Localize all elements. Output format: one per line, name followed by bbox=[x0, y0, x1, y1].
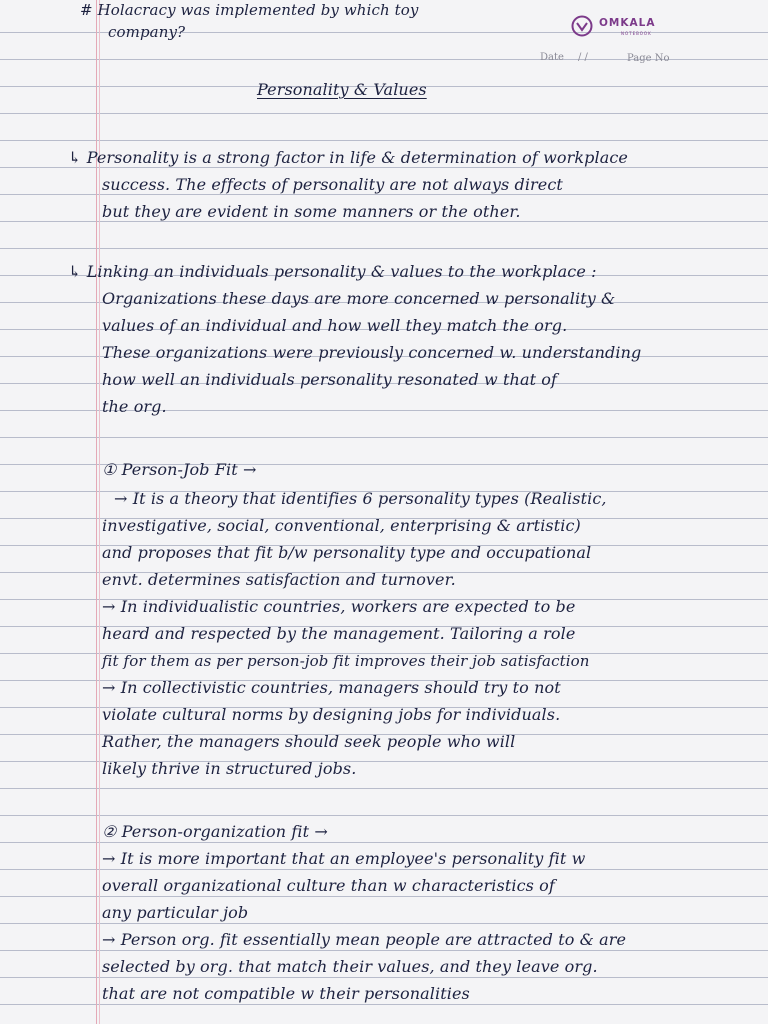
section3-line-11: likely thrive in structured jobs. bbox=[102, 759, 357, 778]
section3-line-3: and proposes that fit b/w personality type and occupational bbox=[102, 543, 592, 562]
section2-line-3: values of an individual and how well they match the org. bbox=[102, 316, 568, 335]
date-label: Date bbox=[540, 52, 564, 63]
section2-line-1: ↳ Linking an individuals personality & values to the workplace : bbox=[68, 262, 597, 281]
brand-logo bbox=[571, 13, 681, 43]
brand-mark-icon bbox=[571, 15, 593, 37]
section3-line-7: fit for them as per person-job fit improves their job satisfaction bbox=[102, 652, 590, 670]
section3-line-4: envt. determines satisfaction and turnover. bbox=[102, 570, 456, 589]
section4-line-5: selected by org. that match their values, and they leave org. bbox=[102, 957, 598, 976]
section3-line-2: investigative, social, conventional, enterprising & artistic) bbox=[102, 516, 581, 535]
section1-line-3: but they are evident in some manners or the other. bbox=[102, 202, 521, 221]
section4-line-4: → Person org. fit essentially mean people are attracted to & are bbox=[102, 930, 627, 949]
section3-line-10: Rather, the managers should seek people who will bbox=[102, 732, 516, 751]
brand-name: OMKALA bbox=[599, 17, 656, 29]
section3-line-8: → In collectivistic countries, managers should try to not bbox=[102, 678, 561, 697]
section2-line-5: how well an individuals personality resonated w that of bbox=[102, 370, 558, 389]
section4-line-3: any particular job bbox=[102, 903, 249, 922]
brand-sub: NOTEBOOK bbox=[621, 31, 652, 36]
page-number-label: Page No bbox=[627, 53, 670, 64]
section4-heading: ② Person-organization fit → bbox=[102, 822, 328, 841]
section4-line-6: that are not compatible w their personalities bbox=[102, 984, 470, 1003]
section4-line-2: overall organizational culture than w characteristics of bbox=[102, 876, 555, 895]
section1-line-2: success. The effects of personality are not always direct bbox=[102, 175, 563, 194]
question-line-2: company? bbox=[108, 23, 186, 41]
date-slashes: / / bbox=[578, 52, 588, 63]
section2-line-6: the org. bbox=[102, 397, 167, 416]
section3-line-6: heard and respected by the management. Tailoring a role bbox=[102, 624, 576, 643]
section3-line-5: → In individualistic countries, workers are expected to be bbox=[102, 597, 576, 616]
section1-line-1: ↳ Personality is a strong factor in life & determination of workplace bbox=[68, 148, 628, 167]
section3-line-9: violate cultural norms by designing jobs for individuals. bbox=[102, 705, 561, 724]
section4-line-1: → It is more important that an employee's personality fit w bbox=[102, 849, 586, 868]
question-line-1: # Holacracy was implemented by which toy bbox=[80, 1, 419, 19]
section3-line-1: → It is a theory that identifies 6 personality types (Realistic, bbox=[114, 489, 607, 508]
section2-line-4: These organizations were previously concerned w. understanding bbox=[102, 343, 642, 362]
section3-heading: ① Person-Job Fit → bbox=[102, 460, 257, 479]
section2-line-2: Organizations these days are more concerned w personality & bbox=[102, 289, 616, 308]
page-title: Personality & Values bbox=[257, 80, 427, 99]
